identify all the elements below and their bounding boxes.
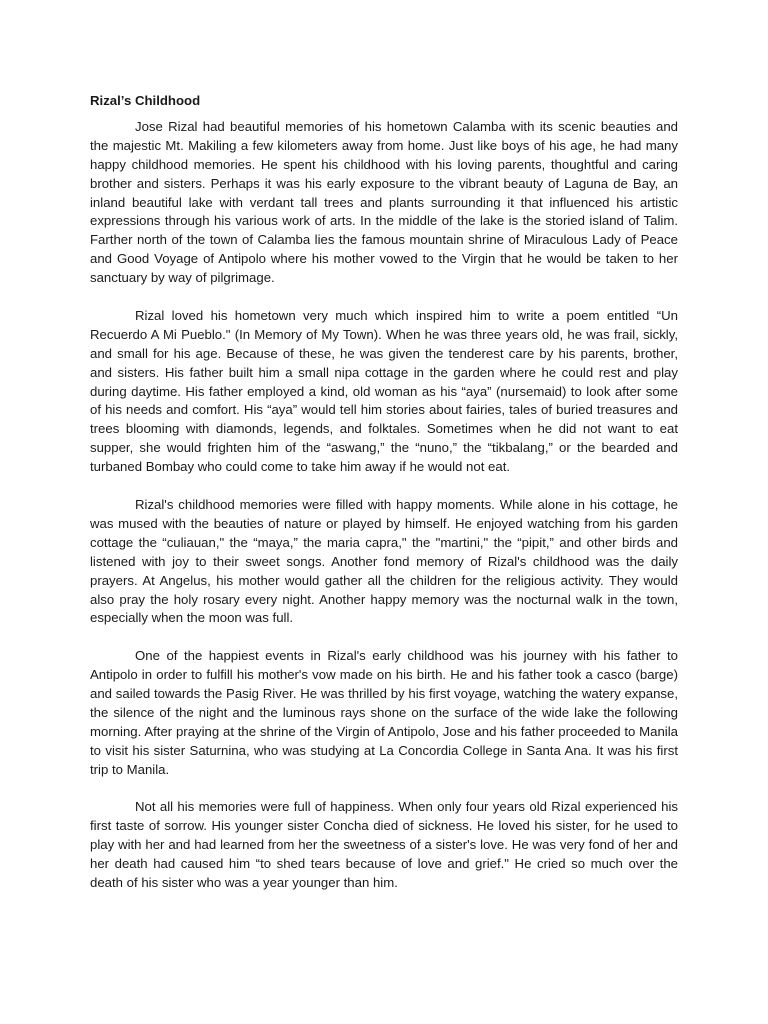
paragraph-antipolo-journey: One of the happiest events in Rizal's early childhood was his journey with his father to Antipolo in order to fulfill his mother's vow made on his birth. He and his father took a casco (barge) and sailed towards the Pasig River. He was thrilled by his first voyage, watching the watery expanse, the silence of the night and the luminous rays shone on the surface of the wide lake the following morning. After praying at the shrine of the Virgin of Antipolo, Jose and his father proceeded to Manila to visit his sister Saturnina, who was studying at La Concordia College in Santa Ana. It was his first trip to Manila. <box>90 648 678 777</box>
paragraph-early-years: Rizal loved his hometown very much which inspired him to write a poem entitled “Un Recuerdo A Mi Pueblo." (In Memory of My Town). When he was three years old, he was frail, sickly, and small for his age. Because of these, he was given the tenderest care by his parents, brother, and sisters. His father built him a small nipa cottage in the garden where he could rest and play during daytime. His father employed a kind, old woman as his “aya” (nursemaid) to look after some of his needs and comfort. His “aya” would tell him stories about fairies, tales of buried treasures and trees blooming with diamonds, legends, and folktales. Sometimes when he did not want to eat supper, she would frighten him of the “aswang,” the “nuno,” the “tikbalang,” or the bearded and turbaned Bombay who could come to take him away if he would not eat. <box>90 307 678 475</box>
paragraph-hometown: Jose Rizal had beautiful memories of his hometown Calamba with its scenic beauties and the majestic Mt. Makiling a few kilometers away from home. Just like boys of his age, he had many happy childhood memories. He spent his childhood with his loving parents, thoughtful and caring brother and sisters. Perhaps it was his early exposure to the vibrant beauty of Laguna de Bay, an inland beautiful lake with verdant tall trees and plants surrounding it that influenced his artistic expressions through his various work of arts. In the middle of the lake is the storied island of Talim. Farther north of the town of Calamba lies the famous mountain shrine of Miraculous Lady of Peace and Good Voyage of Antipolo where his mother vowed to the Virgin that he would be taken to her sanctuary by way of pilgrimage. <box>90 118 678 286</box>
document-title: Rizal’s Childhood <box>90 93 201 108</box>
paragraph-happy-moments: Rizal's childhood memories were filled with happy moments. While alone in his cottage, he was mused with the beauties of nature or played by himself. He enjoyed watching from his garden cottage the “culiauan," the “maya,” the maria capra," the "martini," the “pipit,” and other birds and listened with joy to their sweet songs. Another fond memory of Rizal's childhood was the daily prayers. At Angelus, his mother would gather all the children for the religious activity. They would also pray the holy rosary every night. Another happy memory was the nocturnal walk in the town, especially when the moon was full. <box>90 497 678 626</box>
paragraph-first-sorrow: Not all his memories were full of happiness. When only four years old Rizal experienced his first taste of sorrow. His younger sister Concha died of sickness. He loved his sister, for he used to play with her and had learned from her the sweetness of a sister's love. He was very fond of her and her death had caused him “to shed tears because of love and grief." He cried so much over the death of his sister who was a year younger than him. <box>90 799 678 891</box>
document-body <box>90 92 678 912</box>
